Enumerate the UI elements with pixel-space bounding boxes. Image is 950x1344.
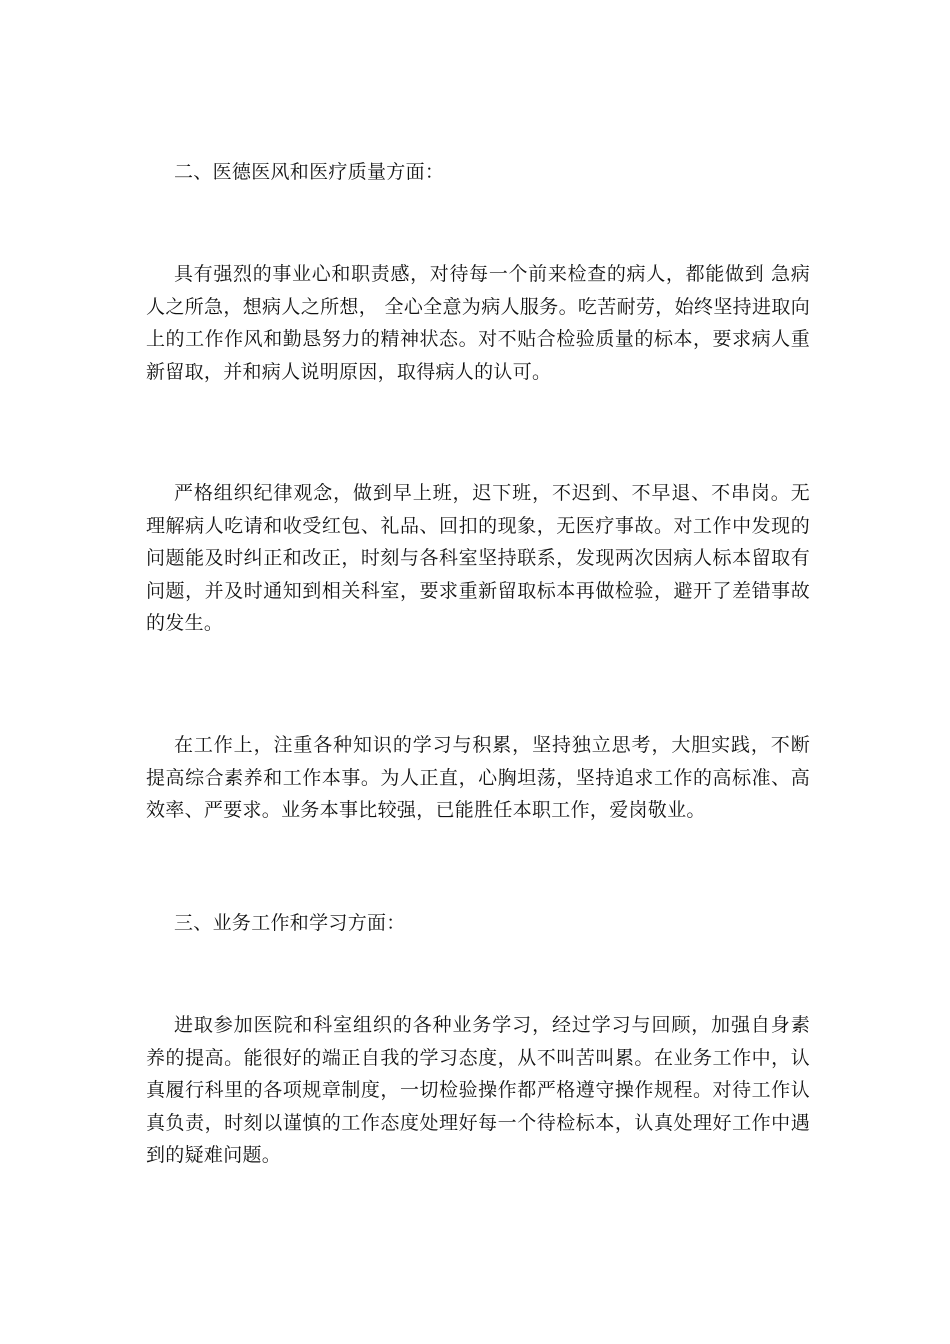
section-heading-work-and-study: 三、业务工作和学习方面： bbox=[174, 912, 406, 934]
section-heading-medical-ethics: 二、医德医风和医疗质量方面： bbox=[174, 161, 445, 183]
paragraph-discipline: 严格组织纪律观念，做到早上班，迟下班，不迟到、不早退、不串岗。无理解病人吃请和收受红包、礼品、回扣的现象，无医疗事故。对工作中发现的问题能及时纠正和改正，时刻与各科室坚持联系，发现两次因病人标本留取有问题，并及时通知到相关科室，要求重新留取标本再做检验，避开了差错事故的发生。 bbox=[146, 482, 810, 634]
paragraph-professional-study: 进取参加医院和科室组织的各种业务学习，经过学习与回顾，加强自身素养的提高。能很好的端正自我的学习态度，从不叫苦叫累。在业务工作中，认真履行科里的各项规章制度，一切检验操作都严格遵守操作规程。对待工作认真负责，时刻以谨慎的工作态度处理好每一个待检标本，认真处理好工作中遇到的疑难问题。 bbox=[146, 1014, 810, 1166]
paragraph-learning-at-work: 在工作上，注重各种知识的学习与积累，坚持独立思考，大胆实践，不断提高综合素养和工作本事。为人正直，心胸坦荡，坚持追求工作的高标准、高效率、严要求。业务本事比较强，已能胜任本职工作，爱岗敬业。 bbox=[146, 734, 810, 821]
paragraph-dedication: 具有强烈的事业心和职责感，对待每一个前来检查的病人，都能做到 急病人之所急，想病人之所想， 全心全意为病人服务。吃苦耐劳，始终坚持进取向上的工作作风和勤恳努力的精神状态。对不贴合检验质量的标本，要求病人重新留取，并和病人说明原因，取得病人的认可。 bbox=[146, 263, 810, 383]
